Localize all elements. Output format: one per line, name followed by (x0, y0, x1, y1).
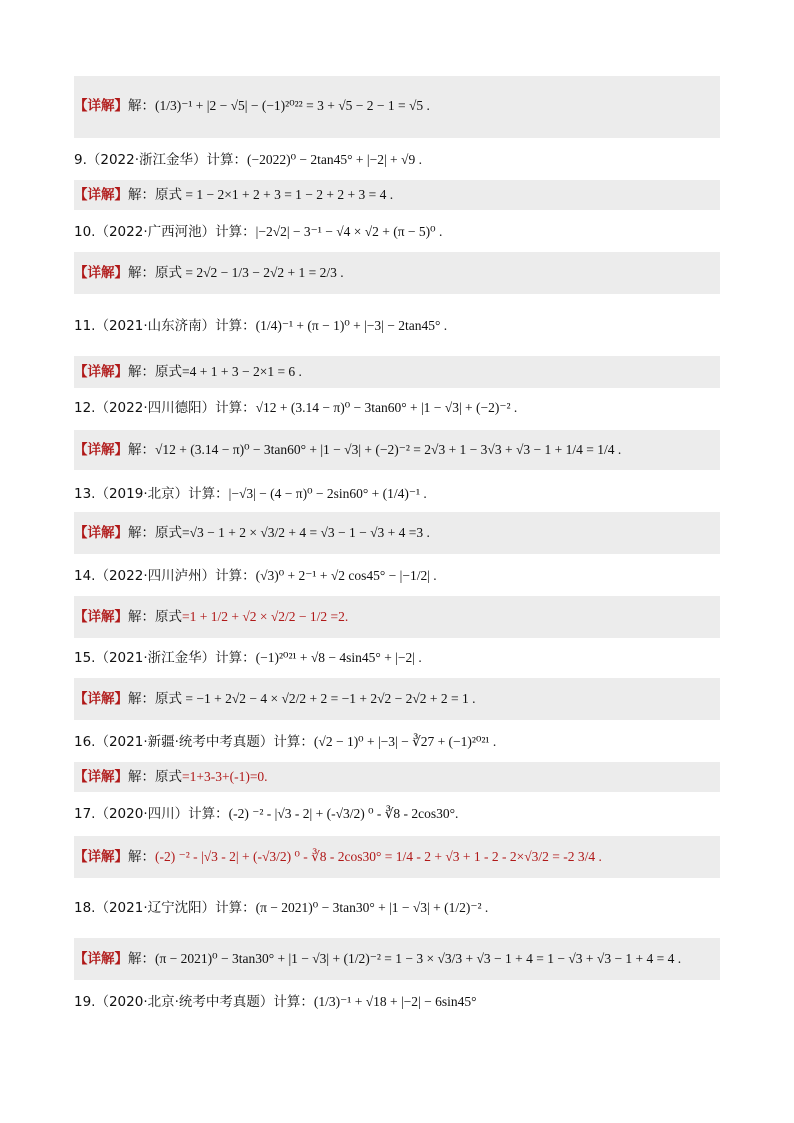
question-label: 12.（2022·四川德阳）计算： (74, 400, 256, 416)
question-text: √12 + (3.14 − π)⁰ − 3tan60° + |1 − √3| + (−2)⁻² . (255, 400, 518, 415)
detail-tag: 【详解】 (74, 265, 128, 281)
question-9 (74, 150, 422, 170)
question-text: (-2) ⁻² - |√3 - 2| + (-√3/2) ⁰ - ∛8 - 2cos30°. (228, 806, 459, 821)
question-text: (1/4)⁻¹ + (π − 1)⁰ + |−3| − 2tan45° . (255, 318, 448, 333)
answer-13 (74, 523, 430, 543)
answer-10 (74, 263, 344, 283)
answer-text: (π − 2021)⁰ − 3tan30° + |1 − √3| + (1/2)⁻² = 1 − 3 × √3/3 + √3 − 1 + 4 = 1 − √3 + √3 − 1 + 4 = 4 . (155, 951, 682, 966)
question-label: 17.（2020·四川）计算： (74, 806, 229, 822)
question-15 (74, 648, 422, 668)
answer-18 (74, 949, 681, 969)
detail-tag: 【详解】 (74, 525, 128, 541)
question-text: (π − 2021)⁰ − 3tan30° + |1 − √3| + (1/2)⁻² . (255, 900, 489, 915)
question-label: 13.（2019·北京）计算： (74, 486, 229, 502)
answer-label: 解： (128, 849, 155, 865)
question-label: 16.（2021·新疆·统考中考真题）计算： (74, 734, 314, 750)
answer-label: 解： (128, 951, 155, 967)
answer-label: 解： (128, 442, 155, 458)
answer-text: =1+3-3+(-1)=0. (182, 769, 268, 784)
detail-tag: 【详解】 (74, 364, 128, 380)
answer-11 (74, 362, 302, 382)
question-text: |−√3| − (4 − π)⁰ − 2sin60° + (1/4)⁻¹ . (228, 486, 427, 501)
question-text: (√3)⁰ + 2⁻¹ + √2 cos45° − |−1/2| . (255, 568, 437, 583)
answer-text: √12 + (3.14 − π)⁰ − 3tan60° + |1 − √3| + (−2)⁻² = 2√3 + 1 − 3√3 + √3 − 1 + 1/4 = 1/4 . (155, 442, 622, 457)
answer-15 (74, 689, 476, 709)
detail-tag: 【详解】 (74, 691, 128, 707)
question-18 (74, 898, 488, 918)
answer-12 (74, 440, 621, 460)
detail-tag: 【详解】 (74, 442, 128, 458)
detail-tag: 【详解】 (74, 769, 128, 785)
detail-tag: 【详解】 (74, 951, 128, 967)
detail-tag: 【详解】 (74, 849, 128, 865)
question-text: (−1)²⁰²¹ + √8 − 4sin45° + |−2| . (255, 650, 422, 665)
question-text: (√2 − 1)⁰ + |−3| − ∛27 + (−1)²⁰²¹ . (313, 734, 497, 749)
answer-17 (74, 847, 602, 867)
answer-14 (74, 607, 348, 627)
question-17 (74, 804, 458, 824)
answer-text: = 1 − 2×1 + 2 + 3 = 1 − 2 + 2 + 3 = 4 . (182, 187, 394, 202)
detail-tag: 【详解】 (74, 98, 128, 114)
answer-label: 解：原式 (128, 769, 182, 785)
question-label: 19.（2020·北京·统考中考真题）计算： (74, 994, 314, 1010)
question-19 (74, 992, 477, 1012)
question-label: 18.（2021·辽宁沈阳）计算： (74, 900, 256, 916)
answer-text: = 2√2 − 1/3 − 2√2 + 1 = 2/3 . (182, 265, 344, 280)
question-11 (74, 316, 447, 336)
question-text: |−2√2| − 3⁻¹ − √4 × √2 + (π − 5)⁰ . (255, 224, 443, 239)
question-16 (74, 732, 496, 752)
detail-tag: 【详解】 (74, 187, 128, 203)
question-label: 10.（2022·广西河池）计算： (74, 224, 256, 240)
question-10 (74, 222, 442, 242)
answer-line-prev (74, 96, 430, 116)
answer-text: (-2) ⁻² - |√3 - 2| + (-√3/2) ⁰ - ∛8 - 2cos30° = 1/4 - 2 + √3 + 1 - 2 - 2×√3/2 = -2 3/4 . (155, 849, 602, 864)
answer-label: 解：原式 (128, 265, 182, 281)
answer-label: 解：原式 (128, 609, 182, 625)
question-14 (74, 566, 437, 586)
answer-text: = −1 + 2√2 − 4 × √2/2 + 2 = −1 + 2√2 − 2√2 + 2 = 1 . (182, 691, 476, 706)
answer-16 (74, 767, 268, 787)
answer-text: =√3 − 1 + 2 × √3/2 + 4 = √3 − 1 − √3 + 4 =3 . (182, 525, 430, 540)
answer-label: 解：原式 (128, 691, 182, 707)
question-label: 9.（2022·浙江金华）计算： (74, 152, 248, 168)
answer-label: 解：原式 (128, 525, 182, 541)
answer-9 (74, 185, 393, 205)
question-label: 15.（2021·浙江金华）计算： (74, 650, 256, 666)
answer-text: (1/3)⁻¹ + |2 − √5| − (−1)²⁰²² = 3 + √5 − 2 − 1 = √5 . (155, 98, 430, 113)
question-label: 14.（2022·四川泸州）计算： (74, 568, 256, 584)
detail-tag: 【详解】 (74, 609, 128, 625)
answer-text: =4 + 1 + 3 − 2×1 = 6 . (182, 364, 302, 379)
answer-label: 解：原式 (128, 364, 182, 380)
question-text: (1/3)⁻¹ + √18 + |−2| − 6sin45° (313, 994, 477, 1009)
answer-label: 解： (128, 98, 155, 114)
question-text: (−2022)⁰ − 2tan45° + |−2| + √9 . (247, 152, 422, 167)
question-label: 11.（2021·山东济南）计算： (74, 318, 256, 334)
question-12 (74, 398, 517, 418)
question-13 (74, 484, 427, 504)
answer-text: =1 + 1/2 + √2 × √2/2 − 1/2 =2. (182, 609, 349, 624)
answer-label: 解：原式 (128, 187, 182, 203)
